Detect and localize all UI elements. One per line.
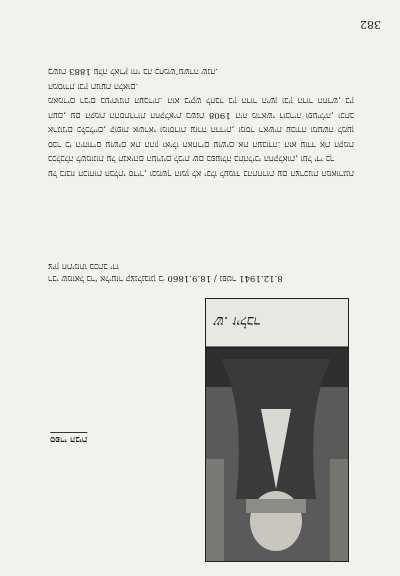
body-text — [48, 64, 354, 180]
portrait-photo — [205, 298, 349, 562]
section-heading: ספרי הבית — [50, 434, 88, 444]
portrait-image — [206, 299, 348, 561]
body-paragraph: בשנת 1883 עלה לארץ וחי בה כחמש־עשרה שנה. — [48, 66, 219, 77]
signature: ש. זילבר — [214, 313, 261, 329]
body-paragraph: סבר כי היהודים עושים את ההון ואילו האחרים עושים את העבודה. הוא עודד את הקמת ארגונים כלכליים, קופות אשראי ומוסדות עזרה הדדית, ומסר ראשית עבודה ומעשה למען העם, עם הקמת ההסתדרות החקלאית בשנת 1908 היה מראשי דובריה ופעיליה, וכתב מאמרים רבים בעיתונות העברית. הוא ביקש לחבר בין הדור הישן ובין הדור החדש, בין המסורת ובין תנועת הלאום. — [48, 81, 354, 149]
photo-caption — [48, 260, 354, 284]
caption-line: ציון חתימתו בכתב ידו — [48, 261, 119, 271]
body-paragraph: על בזבוז הכוחות הבלתי סדיר, ובמשך הזמן לא יכלו לעמוד בהתחרות עם הצרכנות המאורגנת בכלכלה לשמונות על תנאיהם העוינים לבית שם בפעולה בתהליכי החקלאות, ועל ידי כך — [48, 153, 354, 178]
page-number: 382 — [360, 18, 381, 31]
caption-line: רבי שמואל בר' אליעזר קצנלנבוגן ב׳ 18.9.1860 / נפטר 8.12.1941 — [48, 273, 283, 283]
